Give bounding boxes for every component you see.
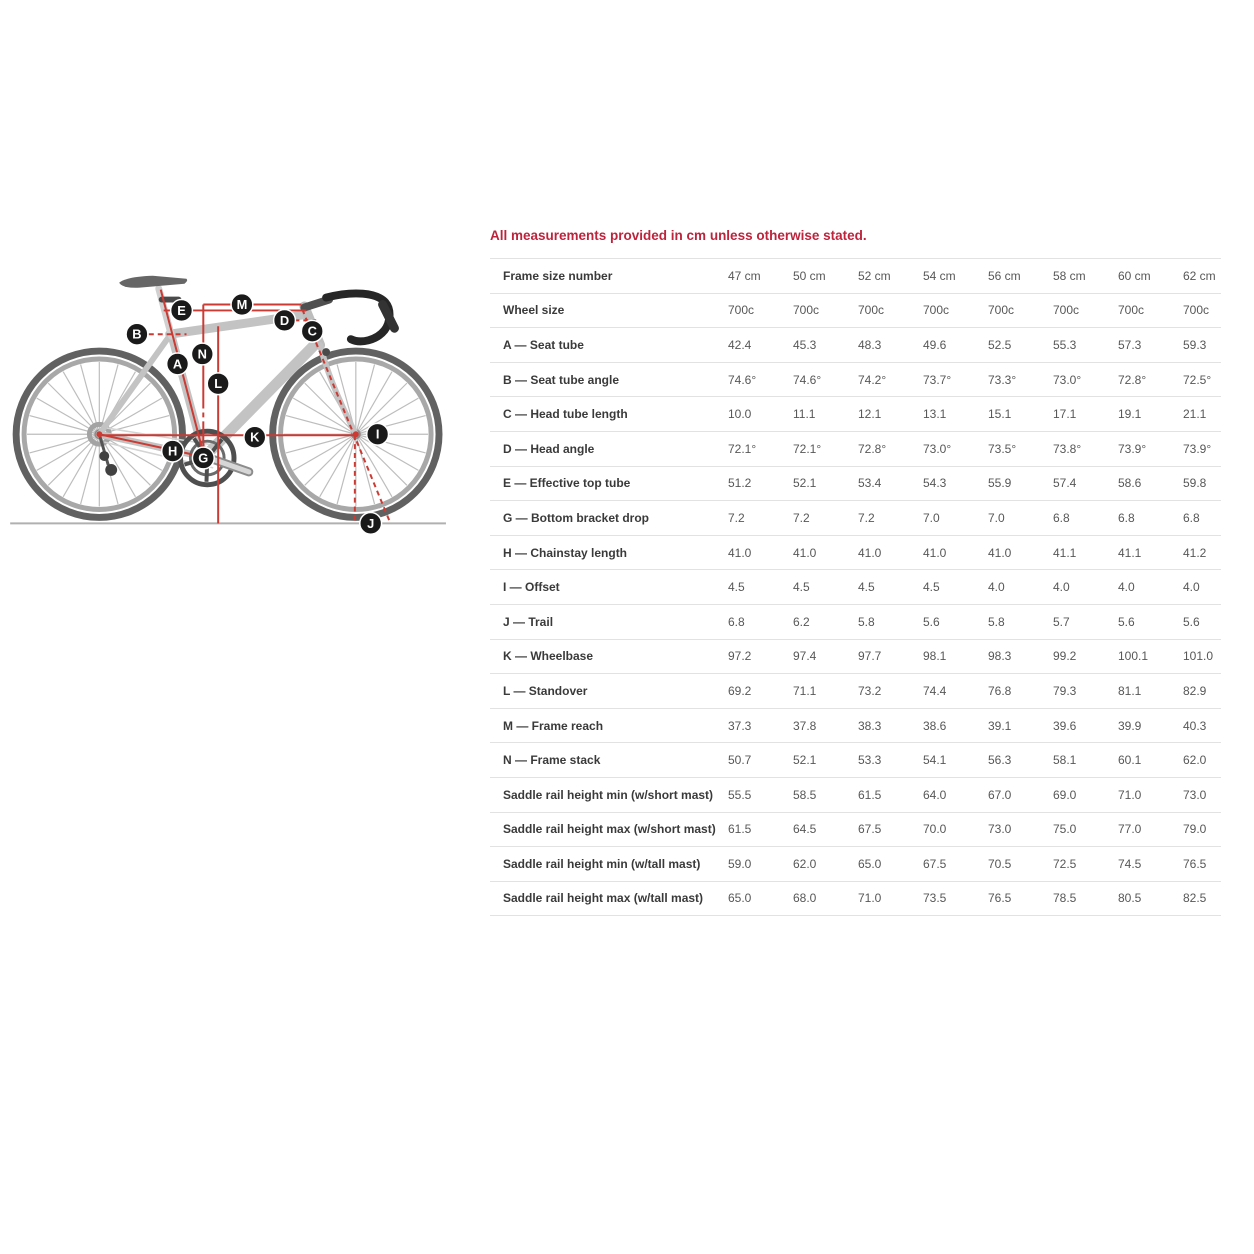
cell-value: 39.6 xyxy=(1053,718,1077,733)
cell-value: 700c xyxy=(988,303,1015,318)
cell-value: 54.3 xyxy=(923,476,947,491)
cell-value: 70.0 xyxy=(923,822,947,837)
cell-value: 77.0 xyxy=(1118,822,1142,837)
cell-value: 7.2 xyxy=(728,510,745,525)
cell-value: 76.5 xyxy=(988,891,1012,906)
front-brake xyxy=(322,348,330,356)
cell-value: 52.5 xyxy=(988,337,1012,352)
cell-value: 71.0 xyxy=(1118,787,1142,802)
cell-value: 73.3° xyxy=(988,372,1017,387)
row-label: Saddle rail height max (w/tall mast) xyxy=(503,891,704,906)
geometry-marker-N xyxy=(191,343,213,365)
cell-value: 6.2 xyxy=(793,614,810,629)
marker-letter: E xyxy=(177,302,186,318)
cell-value: 700c xyxy=(793,303,820,318)
cell-value: 65.0 xyxy=(858,856,882,871)
table-row xyxy=(490,294,1221,329)
spoke xyxy=(286,434,356,453)
cell-value: 7.0 xyxy=(923,510,940,525)
cell-value: 73.5 xyxy=(923,891,947,906)
geometry-marker-M xyxy=(231,294,253,316)
table-row xyxy=(490,259,1221,294)
row-label: L — Standover xyxy=(503,683,588,698)
cell-value: 19.1 xyxy=(1118,407,1142,422)
cell-value: 57.4 xyxy=(1053,476,1077,491)
cell-value: 6.8 xyxy=(1118,510,1135,525)
row-label: C — Head tube length xyxy=(503,407,628,422)
cell-value: 74.6° xyxy=(728,372,757,387)
cell-value: 50 cm xyxy=(793,268,826,283)
table-row xyxy=(490,605,1221,640)
rear-axle-point xyxy=(96,431,102,437)
row-label: Saddle rail height min (w/tall mast) xyxy=(503,856,701,871)
cell-value: 39.1 xyxy=(988,718,1012,733)
table-row xyxy=(490,363,1221,398)
cell-value: 61.5 xyxy=(858,787,882,802)
cell-value: 98.3 xyxy=(988,649,1012,664)
cell-value: 53.3 xyxy=(858,753,882,768)
cell-value: 6.8 xyxy=(728,614,745,629)
geometry-marker-G xyxy=(192,447,214,469)
cell-value: 79.0 xyxy=(1183,822,1207,837)
cell-value: 65.0 xyxy=(728,891,752,906)
cell-value: 60 cm xyxy=(1118,268,1151,283)
cell-value: 56 cm xyxy=(988,268,1021,283)
cell-value: 37.8 xyxy=(793,718,817,733)
cell-value: 58.1 xyxy=(1053,753,1077,768)
cell-value: 75.0 xyxy=(1053,822,1077,837)
geometry-marker-A xyxy=(167,353,189,375)
cell-value: 72.1° xyxy=(793,441,822,456)
row-label: G — Bottom bracket drop xyxy=(503,510,650,525)
cell-value: 55.5 xyxy=(728,787,752,802)
table-row xyxy=(490,501,1221,536)
geometry-marker-I xyxy=(367,423,389,445)
cell-value: 48.3 xyxy=(858,337,882,352)
cell-value: 98.1 xyxy=(923,649,947,664)
cell-value: 41.1 xyxy=(1118,545,1142,560)
cell-value: 7.2 xyxy=(858,510,875,525)
cell-value: 13.1 xyxy=(923,407,947,422)
cell-value: 53.4 xyxy=(858,476,882,491)
cell-value: 100.1 xyxy=(1118,649,1149,664)
cell-value: 74.4 xyxy=(923,683,947,698)
row-label: E — Effective top tube xyxy=(503,476,631,491)
cell-value: 37.3 xyxy=(728,718,752,733)
cell-value: 67.5 xyxy=(923,856,947,871)
cell-value: 74.2° xyxy=(858,372,887,387)
cell-value: 40.3 xyxy=(1183,718,1207,733)
front-axle-point xyxy=(353,431,359,437)
measurements-note: All measurements provided in cm unless otherwise stated. xyxy=(490,228,867,243)
cell-value: 62.0 xyxy=(793,856,817,871)
cell-value: 47 cm xyxy=(728,268,761,283)
cell-value: 60.1 xyxy=(1118,753,1142,768)
cell-value: 52.1 xyxy=(793,753,817,768)
cell-value: 5.6 xyxy=(1183,614,1200,629)
cell-value: 41.0 xyxy=(728,545,752,560)
row-label: D — Head angle xyxy=(503,441,595,456)
row-label: Frame size number xyxy=(503,268,613,283)
marker-letter: H xyxy=(167,443,178,459)
cell-value: 700c xyxy=(923,303,950,318)
cell-value: 41.0 xyxy=(793,545,817,560)
row-label: B — Seat tube angle xyxy=(503,372,620,387)
cell-value: 59.3 xyxy=(1183,337,1207,352)
cell-value: 5.6 xyxy=(923,614,940,629)
table-row xyxy=(490,467,1221,502)
geometry-marker-J xyxy=(360,512,382,534)
cell-value: 74.6° xyxy=(793,372,822,387)
table-row xyxy=(490,813,1221,848)
spoke xyxy=(356,364,375,434)
table-row xyxy=(490,674,1221,709)
cell-value: 21.1 xyxy=(1183,407,1207,422)
marker-letter: A xyxy=(172,356,183,372)
cell-value: 80.5 xyxy=(1118,891,1142,906)
cell-value: 41.1 xyxy=(1053,545,1077,560)
seat-post xyxy=(159,289,172,337)
cell-value: 4.0 xyxy=(1118,580,1135,595)
cell-value: 39.9 xyxy=(1118,718,1142,733)
cell-value: 67.5 xyxy=(858,822,882,837)
cell-value: 54.1 xyxy=(923,753,947,768)
table-row xyxy=(490,882,1221,917)
cell-value: 38.3 xyxy=(858,718,882,733)
cell-value: 76.8 xyxy=(988,683,1012,698)
cell-value: 38.6 xyxy=(923,718,947,733)
cell-value: 6.8 xyxy=(1053,510,1070,525)
cell-value: 73.0° xyxy=(1053,372,1082,387)
cell-value: 81.1 xyxy=(1118,683,1142,698)
cell-value: 10.0 xyxy=(728,407,752,422)
cell-value: 64.5 xyxy=(793,822,817,837)
cell-value: 12.1 xyxy=(858,407,882,422)
cell-value: 68.0 xyxy=(793,891,817,906)
geometry-marker-E xyxy=(171,300,193,322)
cell-value: 67.0 xyxy=(988,787,1012,802)
cell-value: 73.0 xyxy=(1183,787,1207,802)
cell-value: 700c xyxy=(1053,303,1080,318)
table-row xyxy=(490,328,1221,363)
cell-value: 99.2 xyxy=(1053,649,1077,664)
cell-value: 97.2 xyxy=(728,649,752,664)
cell-value: 15.1 xyxy=(988,407,1012,422)
row-label: N — Frame stack xyxy=(503,753,601,768)
saddle xyxy=(119,276,187,288)
cell-value: 11.1 xyxy=(793,407,816,422)
cell-value: 73.2 xyxy=(858,683,882,698)
table-row xyxy=(490,536,1221,571)
cell-value: 71.1 xyxy=(793,683,817,698)
cell-value: 5.7 xyxy=(1053,614,1070,629)
row-label: I — Offset xyxy=(503,580,560,595)
cell-value: 5.8 xyxy=(988,614,1005,629)
marker-letter: G xyxy=(198,450,209,466)
cell-value: 42.4 xyxy=(728,337,752,352)
cell-value: 51.2 xyxy=(728,476,752,491)
cell-value: 82.5 xyxy=(1183,891,1207,906)
table-row xyxy=(490,778,1221,813)
cell-value: 72.8° xyxy=(1118,372,1147,387)
cell-value: 54 cm xyxy=(923,268,956,283)
spoke xyxy=(356,416,426,435)
cell-value: 41.2 xyxy=(1183,545,1207,560)
cell-value: 97.7 xyxy=(858,649,882,664)
table-row xyxy=(490,709,1221,744)
cell-value: 4.5 xyxy=(793,580,810,595)
geometry-marker-B xyxy=(126,323,148,345)
geometry-marker-L xyxy=(207,373,229,395)
cell-value: 41.0 xyxy=(923,545,947,560)
cell-value: 52 cm xyxy=(858,268,891,283)
cell-value: 4.5 xyxy=(858,580,875,595)
cell-value: 78.5 xyxy=(1053,891,1077,906)
cell-value: 76.5 xyxy=(1183,856,1207,871)
cell-value: 73.9° xyxy=(1118,441,1147,456)
cell-value: 700c xyxy=(858,303,885,318)
cell-value: 59.8 xyxy=(1183,476,1207,491)
cell-value: 41.0 xyxy=(988,545,1012,560)
cell-value: 73.0 xyxy=(988,822,1012,837)
table-row xyxy=(490,640,1221,675)
cell-value: 55.9 xyxy=(988,476,1012,491)
cell-value: 97.4 xyxy=(793,649,817,664)
cell-value: 700c xyxy=(728,303,755,318)
table-row xyxy=(490,397,1221,432)
cell-value: 71.0 xyxy=(858,891,882,906)
cell-value: 82.9 xyxy=(1183,683,1207,698)
cell-value: 4.0 xyxy=(988,580,1005,595)
bike-frame xyxy=(99,289,356,457)
marker-letter: B xyxy=(132,326,142,342)
row-label: H — Chainstay length xyxy=(503,545,628,560)
spoke xyxy=(356,434,426,453)
cell-value: 4.5 xyxy=(728,580,745,595)
marker-letter: L xyxy=(214,376,223,392)
cell-value: 79.3 xyxy=(1053,683,1077,698)
cell-value: 62.0 xyxy=(1183,753,1207,768)
cell-value: 62 cm xyxy=(1183,268,1216,283)
cell-value: 4.0 xyxy=(1053,580,1070,595)
cell-value: 73.7° xyxy=(923,372,952,387)
spoke xyxy=(337,434,356,504)
geometry-section xyxy=(490,228,1230,916)
cell-value: 17.1 xyxy=(1053,407,1077,422)
marker-letter: M xyxy=(236,296,248,312)
cell-value: 72.5° xyxy=(1183,372,1212,387)
cell-value: 73.0° xyxy=(923,441,952,456)
handlebar xyxy=(326,293,394,341)
cell-value: 56.3 xyxy=(988,753,1012,768)
bike-illustration xyxy=(2,253,468,562)
cell-value: 4.5 xyxy=(923,580,940,595)
cell-value: 55.3 xyxy=(1053,337,1077,352)
table-row xyxy=(490,743,1221,778)
cell-value: 52.1 xyxy=(793,476,817,491)
marker-letter: N xyxy=(197,346,207,362)
cell-value: 58.6 xyxy=(1118,476,1142,491)
row-label: Saddle rail height max (w/short mast) xyxy=(503,822,716,837)
row-label: A — Seat tube xyxy=(503,337,584,352)
cell-value: 59.0 xyxy=(728,856,752,871)
cell-value: 73.8° xyxy=(1053,441,1082,456)
cell-value: 64.0 xyxy=(923,787,947,802)
cell-value: 5.6 xyxy=(1118,614,1135,629)
cell-value: 58 cm xyxy=(1053,268,1086,283)
cell-value: 5.8 xyxy=(858,614,875,629)
cell-value: 49.6 xyxy=(923,337,947,352)
cell-value: 101.0 xyxy=(1183,649,1214,664)
geometry-marker-C xyxy=(301,320,323,342)
cell-value: 72.5 xyxy=(1053,856,1077,871)
cell-value: 70.5 xyxy=(988,856,1012,871)
bike-geometry-diagram xyxy=(2,253,468,565)
cell-value: 45.3 xyxy=(793,337,817,352)
table-row xyxy=(490,847,1221,882)
cell-value: 700c xyxy=(1183,303,1210,318)
cell-value: 72.1° xyxy=(728,441,757,456)
geometry-marker-D xyxy=(274,309,296,331)
cell-value: 61.5 xyxy=(728,822,752,837)
marker-letter: J xyxy=(367,515,375,531)
cell-value: 6.8 xyxy=(1183,510,1200,525)
geometry-table xyxy=(490,258,1221,916)
row-label: M — Frame reach xyxy=(503,718,604,733)
marker-letter: C xyxy=(307,323,317,339)
row-label: Saddle rail height min (w/short mast) xyxy=(503,787,714,802)
cell-value: 58.5 xyxy=(793,787,817,802)
cell-value: 69.0 xyxy=(1053,787,1077,802)
cell-value: 73.5° xyxy=(988,441,1017,456)
geometry-marker-K xyxy=(244,426,266,448)
cell-value: 74.5 xyxy=(1118,856,1142,871)
marker-letter: I xyxy=(375,426,380,442)
cell-value: 41.0 xyxy=(858,545,882,560)
cell-value: 700c xyxy=(1118,303,1145,318)
marker-letter: K xyxy=(250,429,260,445)
cell-value: 72.8° xyxy=(858,441,887,456)
cell-value: 7.0 xyxy=(988,510,1005,525)
row-label: K — Wheelbase xyxy=(503,649,594,664)
table-row xyxy=(490,570,1221,605)
cell-value: 7.2 xyxy=(793,510,810,525)
row-label: Wheel size xyxy=(503,303,565,318)
cell-value: 57.3 xyxy=(1118,337,1142,352)
cell-value: 69.2 xyxy=(728,683,752,698)
cell-value: 50.7 xyxy=(728,753,752,768)
cell-value: 4.0 xyxy=(1183,580,1200,595)
geometry-marker-H xyxy=(162,440,184,462)
marker-letter: D xyxy=(279,312,290,328)
cell-value: 73.9° xyxy=(1183,441,1212,456)
table-row xyxy=(490,432,1221,467)
row-label: J — Trail xyxy=(503,614,554,629)
